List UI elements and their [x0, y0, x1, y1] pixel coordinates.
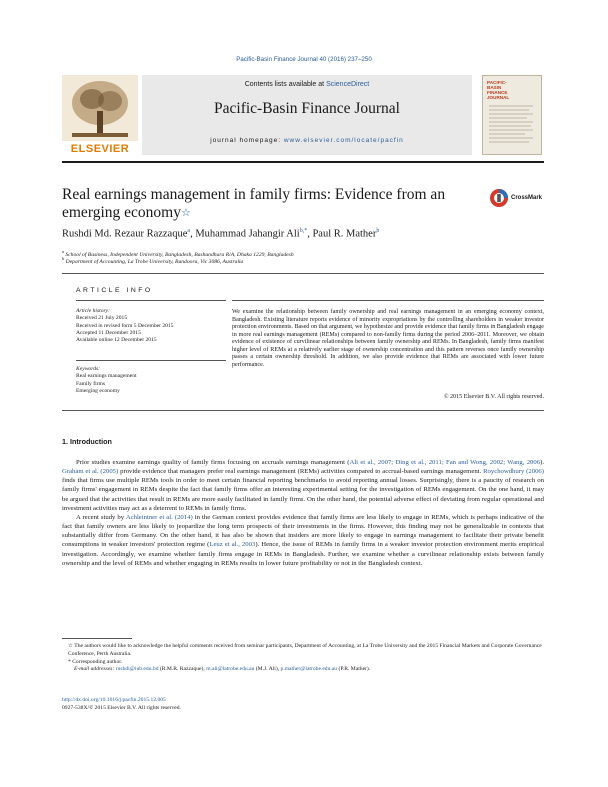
section-heading-introduction: 1. Introduction — [62, 437, 112, 446]
article-title-line-2: emerging economy — [62, 204, 181, 221]
affiliation — [62, 256, 243, 265]
journal-cover-thumbnail[interactable] — [482, 75, 542, 155]
paragraph-text: A recent study by — [76, 513, 126, 521]
crossmark-badge[interactable] — [489, 188, 545, 212]
masthead — [62, 75, 544, 155]
article-title-line — [62, 204, 462, 222]
email-owner: (R.M.R. Razzaque), — [158, 666, 207, 673]
introduction-body — [62, 458, 544, 568]
article-title-line: Real earnings management in family firms: Evidence from an — [62, 186, 446, 203]
paragraph-text: in the German context provides evidence that family firms are less likely to engage in REMs, which is perhaps indicative of the fact that family owners are less likely to jeopardize the long term prospects of their investments in the firms. However, this finding may not be generalizable in contexts that substantially differ from Germany. On the other hand, it has also be shown that insiders are more likely to engage in earnings management to facilitate their private benefit consumptions in weaker investors' protection regime ( — [62, 513, 544, 549]
history-entry: Received 21 July 2015 — [76, 315, 128, 322]
journal-homepage-link[interactable]: www.elsevier.com/locate/pacfin — [283, 137, 404, 144]
elsevier-wordmark: ELSEVIER — [70, 143, 130, 155]
introduction-paragraph — [62, 458, 544, 513]
citation-link[interactable]: Achleintner et al. (2014) — [125, 513, 193, 521]
affiliation-text: Department of Accounting, La Trobe University, Bundoora, Vic 3086, Australia — [65, 258, 244, 265]
email-label: E-mail addresses: — [74, 666, 116, 673]
paragraph-text: finds that firms use multiple REMs tools in order to meet certain financial reporting benchmarks to avoid reporting annual losses. Surprisingly, there is a paucity of research on family firms' engagement in REMs despite the fact that family firms offer an interesting experimental setting for the investigation of REMs engagement. On the one hand, it may be argued that the activities that result in REMs are more easily facilitated in family firms. On the other hand, the potential adverse effect of deviating from regular operational and investment activities may act as a deterrent to REMs in family firms. — [62, 477, 544, 512]
email-owner: (P.R. Mather). — [337, 666, 371, 673]
author-affiliation-mark[interactable]: a — [187, 228, 191, 234]
author-affiliation-mark[interactable]: b,* — [299, 228, 308, 234]
email-link[interactable]: p.mather@latrobe.edu.au — [280, 666, 338, 673]
article-info-rule — [76, 300, 226, 301]
journal-title: Pacific-Basin Finance Journal — [214, 100, 400, 117]
author-name[interactable]: Muhammad Jahangir Ali — [195, 228, 300, 240]
corresponding-author-footnote: * Corresponding author. — [68, 658, 123, 665]
title-footnote-star[interactable]: ☆ — [180, 207, 191, 219]
citation-link[interactable]: Leuz et al., 2003 — [209, 541, 256, 549]
history-entry: Accepted 11 December 2015 — [76, 329, 141, 336]
cover-title — [487, 80, 509, 100]
acknowledgement-footnote: ☆ The authors would like to acknowledge the helpful comments received from seminar participants, Department of Accounting, at La Trobe University and the 2015 Financial Markets and Corporate Governance Conference, Perth Australia. — [68, 643, 542, 657]
author-affiliation-mark[interactable]: b — [376, 228, 380, 234]
cover-title-line: FINANCE — [487, 90, 508, 95]
elsevier-logo[interactable] — [62, 75, 138, 155]
paragraph-text: provide evidence that managers prefer real earnings management (REMs) activities compared to accrual-based earnings management. — [118, 468, 484, 476]
keywords-label: Keywords: — [76, 366, 101, 372]
keywords — [76, 366, 236, 395]
article-history-label: Article history: — [76, 308, 111, 314]
paragraph-text: ). Hence, the issue of REMs in family firms in a weaker investor protection environment merits empirical investigation. Accordingly, we examine whether family firms engage in REMs in Bangladesh. Further, we examine whether a curvilinear relationship exists between family ownership and the level of REMs and whether engaging in REMs results in lower future profitability or not in the Bangladesh context. — [62, 541, 544, 567]
affiliation-mark: b — [62, 256, 65, 261]
issn-copyright: 0927-538X/© 2015 Elsevier B.V. All rights reserved. — [62, 705, 181, 711]
journal-citation[interactable]: Pacific-Basin Finance Journal 40 (2016) 237–250 — [236, 56, 372, 63]
author-separator: , — [190, 228, 196, 240]
introduction-paragraph — [62, 513, 544, 568]
cover-contents-lines — [489, 104, 535, 148]
author-name[interactable]: Rushdi Md. Rezaur Razzaque — [62, 228, 188, 240]
homepage-prefix: journal homepage: — [210, 137, 284, 144]
keyword[interactable]: Emerging economy — [76, 387, 120, 394]
citation-link[interactable]: Graham et al. (2005) — [62, 468, 119, 476]
contents-line — [142, 81, 472, 88]
homepage-line — [142, 137, 472, 144]
doi-block — [62, 696, 181, 712]
author-separator: , — [307, 228, 313, 240]
abstract-rule — [232, 300, 544, 301]
author-name[interactable]: Paul R. Mather — [312, 228, 377, 240]
email-owner: (M.J. Ali), — [254, 666, 281, 673]
author-list — [62, 228, 379, 240]
affiliation-mark: a — [62, 249, 64, 254]
crossmark-icon — [489, 188, 509, 208]
citation-link[interactable]: Roychowdhury (2006) — [483, 468, 544, 476]
doi-link[interactable]: http://dx.doi.org/10.1016/j.pacfin.2015.12.005 — [62, 697, 166, 703]
elsevier-tree-icon — [62, 75, 138, 141]
abstract-bottom-rule — [62, 410, 544, 411]
abstract-copyright: © 2015 Elsevier B.V. All rights reserved. — [443, 394, 544, 400]
abstract-text: We examine the relationship between family ownership and real earnings management in an emerging economy context, Bangladesh. Existing literature reports evidence of minority expropriations by the controlling shareholders in weaker investor protection environments. Based on that argument, we hypothesize and provide evidence that family firms in Bangladesh engage in more real earnings management (REMs) compared to non-family firms during the period 2006–2011. Moreover, we obtain evidence of existence of curvilinear relationships between family ownership and REMs. In Bangladesh, family firms manifest higher level of REMs at a relatively earlier stage of ownership concentration and this pattern reverses once family ownership passes a certain ownership threshold. In addition, we also provide evidence that REMs are associated with lower future performance. — [232, 309, 544, 368]
cover-title-line: BASIN — [487, 85, 502, 90]
footnotes — [62, 643, 544, 674]
article-title — [62, 186, 462, 222]
crossmark-label: CrossMark — [511, 195, 543, 201]
sciencedirect-link[interactable]: ScienceDirect — [326, 81, 370, 88]
history-keywords-rule — [76, 360, 226, 361]
footnote-rule — [62, 638, 132, 639]
contents-prefix: Contents lists available at — [244, 81, 327, 88]
cover-title-line: PACIFIC- — [487, 80, 507, 85]
email-link[interactable]: m.ali@latrobe.edu.au — [206, 666, 255, 673]
masthead-rule — [62, 161, 544, 163]
article-info-heading: ARTICLE INFO — [76, 287, 153, 294]
affiliation-text: School of Business, Independent University, Bangladesh, Bashundhara R/A, Dhaka 1229, Bangladesh — [65, 251, 294, 258]
keyword[interactable]: Real earnings management — [76, 373, 137, 380]
article-history — [76, 308, 236, 344]
history-entry: Received in revised form 5 December 2015 — [76, 322, 174, 329]
keyword[interactable]: Family firms — [76, 380, 106, 387]
paragraph-text: Prior studies examine earnings quality of family firms focusing on accruals earnings management ( — [76, 459, 350, 466]
email-footnote — [74, 666, 544, 674]
history-entry: Available online 12 December 2015 — [76, 337, 157, 344]
cover-title-line: JOURNAL — [487, 95, 510, 100]
affiliation-rule — [62, 273, 544, 274]
email-link[interactable]: rushdi@iub.edu.bd — [115, 666, 159, 673]
citation-link[interactable]: Ali et al., 2007; Ding et al., 2011; Fan and Wong, 2002; Wang, 2006 — [349, 459, 541, 466]
journal-banner — [142, 75, 472, 155]
paragraph-text: ). — [540, 459, 544, 466]
